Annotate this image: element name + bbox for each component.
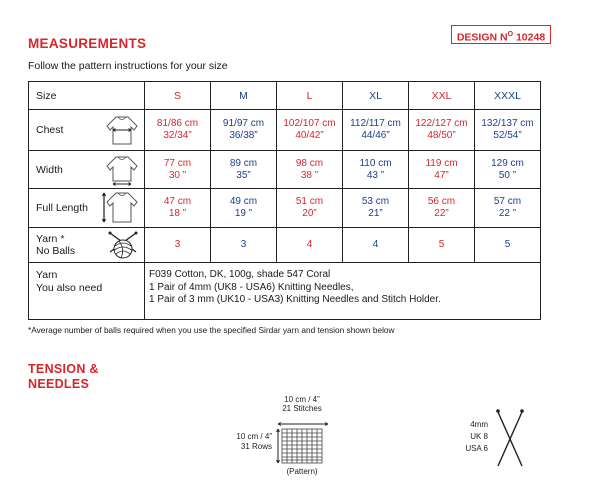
measurements-table xyxy=(28,81,541,320)
tension-stitches: 21 Stitches xyxy=(282,404,322,413)
tension-title-line-2: NEEDLES xyxy=(28,377,90,391)
footnote: *Average number of balls required when you use the specified Sirdar yarn and tension shown below xyxy=(28,325,395,335)
needle-size-mm: 4mm xyxy=(470,420,488,429)
materials-info-cell xyxy=(145,263,541,320)
length-xxxl: 57 cm 22 ” xyxy=(475,189,541,228)
sweater-chest-icon xyxy=(104,114,140,146)
length-l: 51 cm 20” xyxy=(277,189,343,228)
tension-pattern: (Pattern) xyxy=(286,467,318,476)
section-title: MEASUREMENTS xyxy=(28,36,147,51)
yarn-balls-row xyxy=(29,228,541,263)
chest-s: 81/86 cm 32/34” xyxy=(145,110,211,151)
width-label: Width xyxy=(36,163,63,176)
size-m: M xyxy=(211,82,277,110)
size-xxl: XXL xyxy=(409,82,475,110)
yarn-label-cell xyxy=(29,228,145,263)
length-label-cell xyxy=(29,189,145,228)
needles-4mm: 1 Pair of 4mm (UK8 - USA6) Knitting Needles, xyxy=(149,281,354,293)
sweater-length-icon xyxy=(102,191,140,225)
balls-xxl: 5 xyxy=(409,228,475,263)
width-m: 89 cm 35” xyxy=(211,151,277,189)
materials-row xyxy=(29,263,541,320)
yarn-spec: F039 Cotton, DK, 100g, shade 547 Coral xyxy=(149,269,331,280)
size-l: L xyxy=(277,82,343,110)
width-s: 77 cm 30 ” xyxy=(145,151,211,189)
chest-m: 91/97 cm 36/38” xyxy=(211,110,277,151)
size-label: Size xyxy=(29,82,145,110)
balls-s: 3 xyxy=(145,228,211,263)
length-xxl: 56 cm 22” xyxy=(409,189,475,228)
balls-l: 4 xyxy=(277,228,343,263)
balls-xxxl: 5 xyxy=(475,228,541,263)
chest-xxl: 122/127 cm 48/50” xyxy=(409,110,475,151)
length-s: 47 cm 18 ” xyxy=(145,189,211,228)
width-row xyxy=(29,151,541,189)
size-xl: XL xyxy=(343,82,409,110)
needle-size-usa: USA 6 xyxy=(465,444,488,453)
size-s: S xyxy=(145,82,211,110)
tension-grid-icon xyxy=(276,422,330,466)
tension-width-measure: 10 cm / 4” xyxy=(284,395,320,404)
needle-size-uk: UK 8 xyxy=(470,432,488,441)
size-xxxl: XXXL xyxy=(475,82,541,110)
width-xxl: 119 cm 47” xyxy=(409,151,475,189)
width-xl: 110 cm 43 ” xyxy=(343,151,409,189)
length-row xyxy=(29,189,541,228)
crossed-needles-icon xyxy=(492,406,528,470)
yarn-ball-icon xyxy=(106,230,140,260)
length-label: Full Length xyxy=(36,202,88,214)
tension-title xyxy=(28,362,99,392)
balls-m: 3 xyxy=(211,228,277,263)
tension-height-measure: 10 cm / 4” xyxy=(236,432,272,441)
design-number-box xyxy=(451,25,551,44)
chest-xl: 112/117 cm 44/46” xyxy=(343,110,409,151)
intro-text: Follow the pattern instructions for your size xyxy=(28,60,228,72)
size-header-row xyxy=(29,82,541,110)
chest-label-cell xyxy=(29,110,145,151)
also-need-label: You also need xyxy=(36,282,103,294)
length-m: 49 cm 19 ” xyxy=(211,189,277,228)
design-prefix: DESIGN N xyxy=(456,31,508,44)
yarn-info-label: Yarn xyxy=(36,269,58,281)
tension-title-line-1: TENSION & xyxy=(28,362,99,376)
materials-label-cell xyxy=(29,263,145,320)
tension-rows: 31 Rows xyxy=(240,442,272,451)
no-balls-label: No Balls xyxy=(36,245,76,257)
chest-xxxl: 132/137 cm 52/54” xyxy=(475,110,541,151)
needles-3mm: 1 Pair of 3 mm (UK10 - USA3) Knitting Needles and Stitch Holder. xyxy=(149,294,441,305)
balls-xl: 4 xyxy=(343,228,409,263)
chest-row xyxy=(29,110,541,151)
width-xxxl: 129 cm 50 ” xyxy=(475,151,541,189)
design-number: 10248 xyxy=(515,31,546,44)
chest-l: 102/107 cm 40/42” xyxy=(277,110,343,151)
sweater-width-icon xyxy=(104,154,140,186)
design-sup: O xyxy=(507,31,514,38)
yarn-label: Yarn * xyxy=(36,233,65,245)
width-l: 98 cm 38 ” xyxy=(277,151,343,189)
width-label-cell xyxy=(29,151,145,189)
length-xl: 53 cm 21” xyxy=(343,189,409,228)
chest-label: Chest xyxy=(36,124,64,136)
